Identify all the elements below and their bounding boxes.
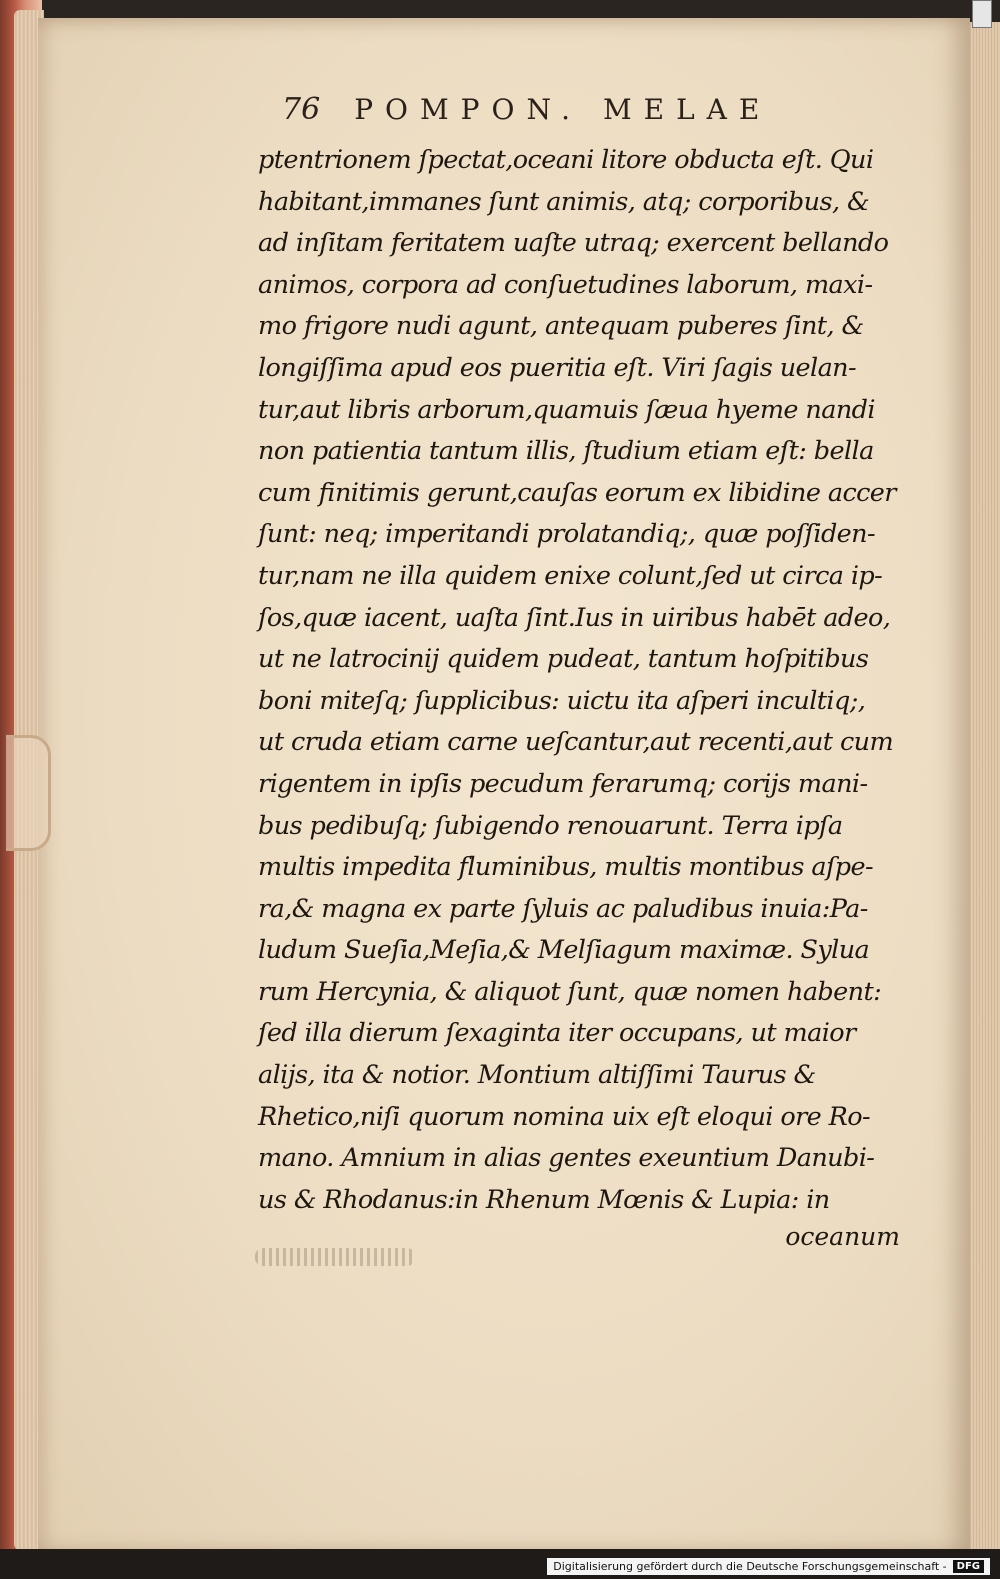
text-line: habitant,immanes ſunt animis, atq; corporibus, & xyxy=(258,186,870,217)
text-line: ut ne latrocinij quidem pudeat, tantum hoſpitibus xyxy=(258,644,869,675)
text-line: ptentrionem ſpectat,oceani litore obducta eſt. Qui xyxy=(258,145,874,175)
text-line: Rhetico,niſi quorum nomina uix eſt eloqui ore Ro- xyxy=(258,1101,871,1132)
text-line: bus pedibuſq; ſubigendo renouarunt. Terra ipſa xyxy=(258,810,843,841)
text-line: ſos,quæ iacent, uaſta ſint.Ius in uiribus habēt adeo, xyxy=(258,602,891,633)
ink-smudge xyxy=(255,1248,415,1266)
text-line: ſed illa dierum ſexaginta iter occupans, ut maior xyxy=(258,1018,856,1049)
text-line: longiſſima apud eos pueritia eſt. Viri ſagis uelan- xyxy=(258,352,857,383)
body-text xyxy=(258,140,938,1221)
credit-text: Digitalisierung gefördert durch die Deutsche Forschungsgemeinschaft - xyxy=(553,1560,947,1573)
text-line: us & Rhodanus:in Rhenum Mœnis & Lupia: in xyxy=(258,1184,830,1215)
running-header xyxy=(282,92,771,127)
dfg-logo: DFG xyxy=(953,1560,984,1573)
text-line: ad inſitam feritatem uaſte utraq; exercent bellando xyxy=(258,228,889,259)
text-line: mo frigore nudi agunt, antequam puberes ſint, & xyxy=(258,311,864,342)
text-line: rum Hercynia, & aliquot ſunt, quæ nomen habent: xyxy=(258,976,882,1007)
text-line: ludum Sueſia,Meſia,& Melſiagum maximæ. Sylua xyxy=(258,935,870,966)
text-line: animos, corpora ad conſuetudines laborum, maxi- xyxy=(258,269,873,300)
text-line: cum finitimis gerunt,cauſas eorum ex libidine accer xyxy=(258,477,896,508)
digitization-credit xyxy=(547,1558,990,1575)
text-line: rigentem in ipſis pecudum ferarumq; corijs mani- xyxy=(258,768,868,799)
text-line: mano. Amnium in alias gentes exeuntium Danubi- xyxy=(258,1143,875,1174)
text-line: tur,aut libris arborum,quamuis ſæua hyeme nandi xyxy=(258,394,875,425)
catchword: oceanum xyxy=(785,1222,900,1251)
running-title: POMPON. MELAE xyxy=(354,93,772,126)
text-line: boni miteſq; ſupplicibus: uictu ita aſperi incultiq;, xyxy=(258,685,866,716)
scan-ruler-marker xyxy=(972,0,992,28)
right-page-stack xyxy=(970,22,1000,1552)
text-line: ſunt: neq; imperitandi prolatandiq;, quæ poſſiden- xyxy=(258,519,876,550)
text-line: non patientia tantum illis, ſtudium etiam eſt: bella xyxy=(258,436,874,467)
text-line: multis impedita fluminibus, multis montibus aſpe- xyxy=(258,852,874,883)
text-line: alijs, ita & notior. Montium altiſſimi Taurus & xyxy=(258,1060,816,1091)
page-number: 76 xyxy=(282,92,321,127)
text-line: ra,& magna ex parte ſyluis ac paludibus inuia:Pa- xyxy=(258,893,868,924)
book-clasp xyxy=(6,735,51,851)
text-line: tur,nam ne illa quidem enixe colunt,ſed ut circa ip- xyxy=(258,560,883,591)
text-line: ut cruda etiam carne ueſcantur,aut recenti,aut cum xyxy=(258,727,894,758)
